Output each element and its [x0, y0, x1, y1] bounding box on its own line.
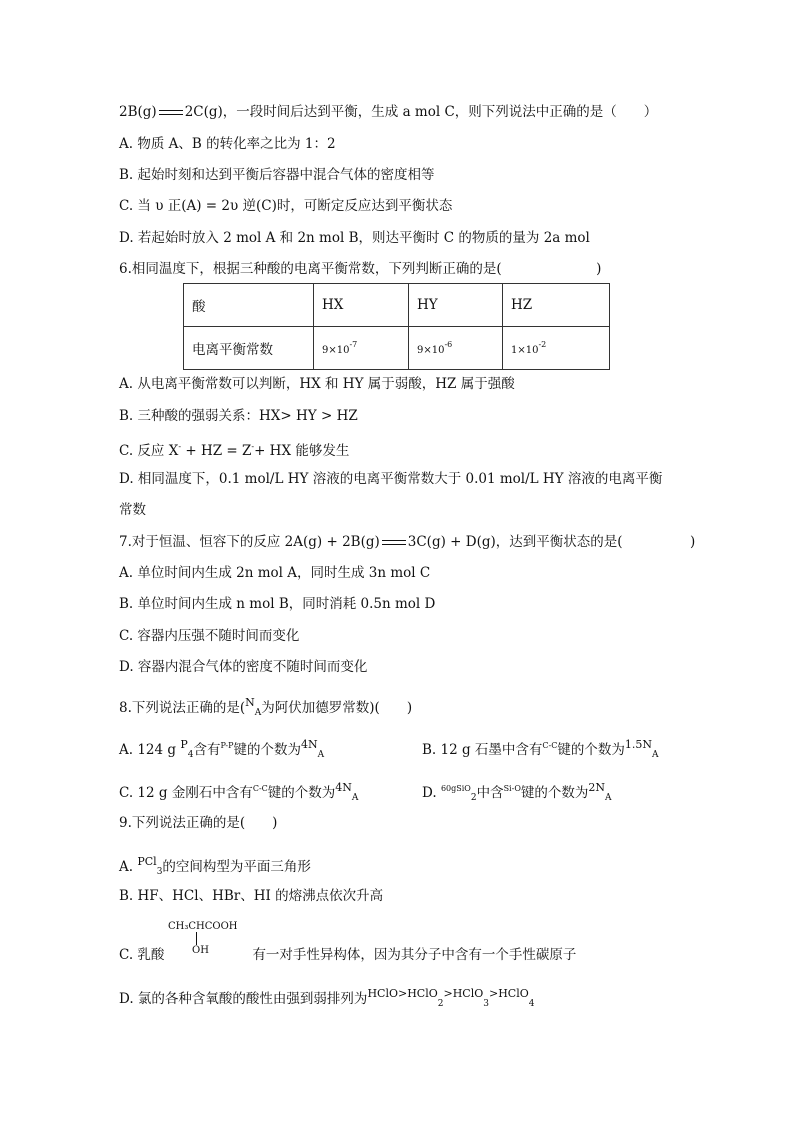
q6-option-b: B. 三种酸的强弱关系：HX> HY > HZ [119, 408, 358, 424]
q6-option-d-cont: 常数 [119, 502, 146, 518]
hydroxyl-group: OH [192, 945, 209, 956]
table-row [184, 327, 610, 370]
q5-stem: 2B(g) 2C(g)，一段时间后达到平衡，生成 a mol C，则下列说法中正确的是（ ） [119, 104, 658, 120]
table-label-constant: 电离平衡常数 [184, 327, 314, 370]
q9-option-d: D. 氯的各种含氧酸的酸性由强到弱排列为$^{HClO>HClO}_2^{>HClO}_3^{>HClO}_4$ [119, 987, 535, 1009]
equilibrium-arrow-icon [157, 108, 185, 118]
q9-option-a: A. $^{PCl}_3$的空间构型为平面三角形 [119, 855, 311, 877]
equilibrium-arrow-icon [380, 538, 408, 548]
q7-option-a: A. 单位时间内生成 2n mol A，同时生成 3n mol C [119, 565, 431, 581]
q8-option-a: A. 124 g $^P_4$含有$^{P-P}$键的个数为$^{4N}_A$ [119, 738, 325, 760]
acid-constant-table [183, 283, 610, 370]
q6-option-a: A. 从电离平衡常数可以判断，HX 和 HY 属于弱酸，HZ 属于强酸 [119, 376, 515, 392]
q6-option-c: C. 反应 X- + HZ = Z-+ HX 能够发生 [119, 442, 350, 459]
q8-stem: 8.下列说法正确的是($^N_A$为阿伏加德罗常数)( ) [119, 696, 413, 718]
lactic-acid-formula: CH₃CHCOOH [168, 921, 238, 932]
q9-stem: 9.下列说法正确的是( ) [119, 815, 278, 831]
q7-stem: 7.对于恒温、恒容下的反应 2A(g) + 2B(g) 3C(g) + D(g)，达到平衡状态的是( ) [119, 534, 696, 550]
q5-option-a: A. 物质 A、B 的转化率之比为 1：2 [119, 136, 336, 152]
q9-option-c: C. 乳酸 有一对手性异构体，因为其分子中含有一个手性碳原子 [119, 947, 577, 963]
q9-option-b: B. HF、HCl、HBr、HI 的熔沸点依次升高 [119, 888, 384, 904]
q5-option-c: C. 当 υ 正(A) = 2υ 逆(C)时，可断定反应达到平衡状态 [119, 198, 453, 214]
table-header-hx: HX [314, 284, 409, 327]
q7-option-c: C. 容器内压强不随时间而变化 [119, 628, 300, 644]
table-cell-hz-k: $1\times 10^{-2}$ [503, 327, 610, 370]
table-cell-hx-k: $9\times 10^{-7}$ [314, 327, 409, 370]
q6-option-d: D. 相同温度下，0.1 mol/L HY 溶液的电离平衡常数大于 0.01 mol/L HY 溶液的电离平衡 [119, 471, 663, 487]
q7-option-b: B. 单位时间内生成 n mol B，同时消耗 0.5n mol D [119, 596, 436, 612]
q5-option-b: B. 起始时刻和达到平衡后容器中混合气体的密度相等 [119, 167, 435, 183]
q8-option-c: C. 12 g 金刚石中含有$^{C-C}$键的个数为$^{4N}_A$ [119, 781, 359, 803]
q8-option-d: D. $^{60gSiO}_2$中含$^{Si-O}$键的个数为$^{2N}_A$ [422, 781, 612, 803]
table-cell-hy-k: $9\times 10^{-6}$ [409, 327, 503, 370]
q6-stem: 6.相同温度下，根据三种酸的电离平衡常数，下列判断正确的是( ) [119, 261, 602, 277]
q8-option-b: B. 12 g 石墨中含有$^{C-C}$键的个数为$^{1.5N}_A$ [422, 738, 659, 760]
table-header-hz: HZ [503, 284, 610, 327]
q7-option-d: D. 容器内混合气体的密度不随时间而变化 [119, 659, 368, 675]
table-header-acid: 酸 [184, 284, 314, 327]
table-row [184, 284, 610, 327]
lactic-acid-structure [168, 920, 238, 956]
q5-option-d: D. 若起始时放入 2 mol A 和 2n mol B，则达平衡时 C 的物质的量为 2a mol [119, 230, 590, 246]
table-header-hy: HY [409, 284, 503, 327]
